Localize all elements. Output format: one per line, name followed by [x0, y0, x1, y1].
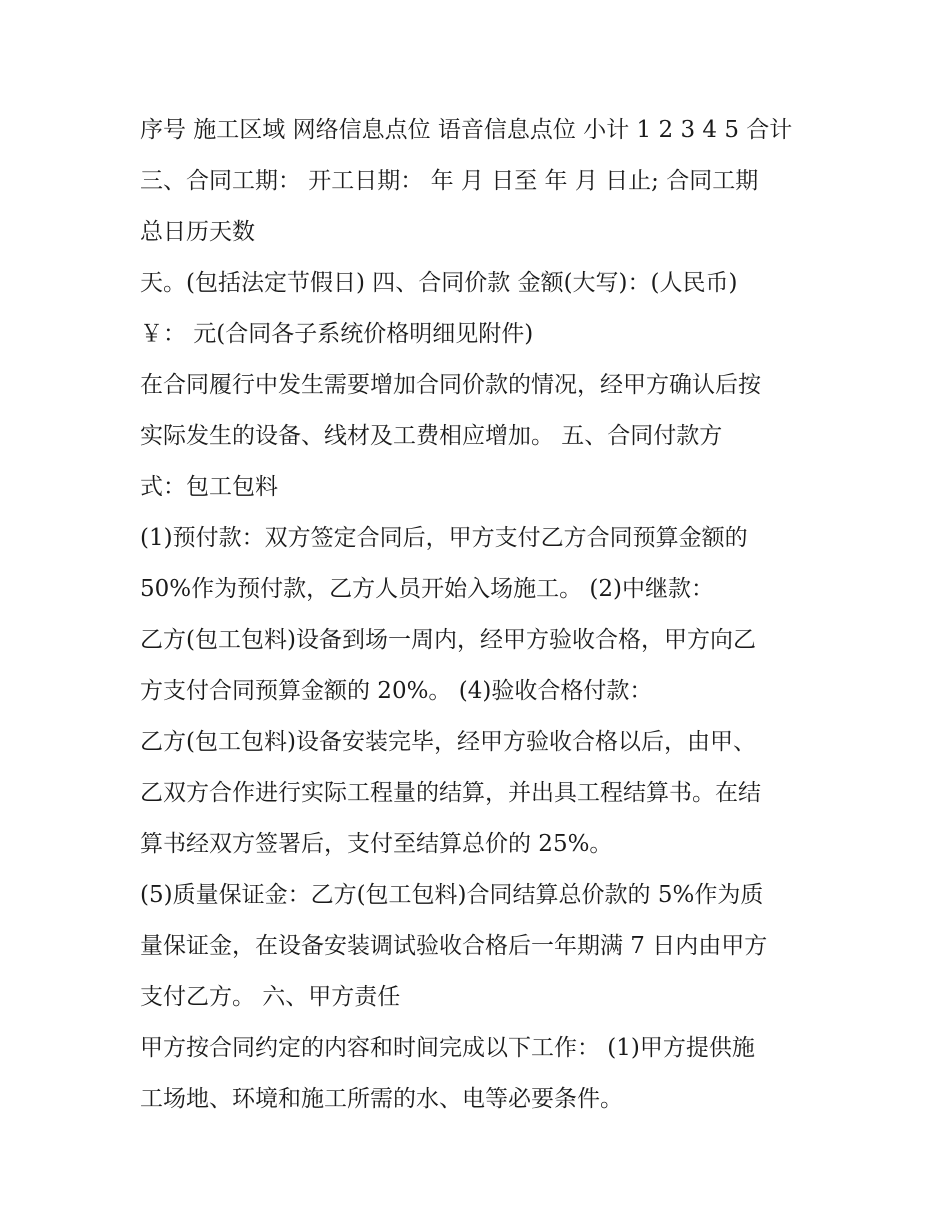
document-body [140, 108, 830, 1128]
text-line: 乙双方合作进行实际工程量的结算，并出具工程结算书。在结 [140, 780, 761, 806]
text-line: 实际发生的设备、线材及工费相应增加。 五、合同付款方 [140, 423, 723, 449]
text-line: (1)预付款：双方签定合同后，甲方支付乙方合同预算金额的 [140, 525, 748, 551]
text-line: 在合同履行中发生需要增加合同价款的情况，经甲方确认后按 [140, 372, 761, 398]
text-line: 总日历天数 [140, 219, 255, 245]
text-line: 方支付合同预算金额的 20%。 (4)验收合格付款： [140, 678, 653, 704]
text-line: (5)质量保证金：乙方(包工包料)合同结算总价款的 5%作为质 [140, 882, 764, 908]
text-line: 量保证金，在设备安装调试验收合格后一年期满 7 日内由甲方 [140, 933, 768, 959]
text-line: 三、合同工期： 开工日期： 年 月 日至 年 月 日止; 合同工期 [140, 168, 759, 194]
text-line: 乙方(包工包料)设备安装完毕，经甲方验收合格以后，由甲、 [140, 729, 756, 755]
text-line: 算书经双方签署后，支付至结算总价的 25%。 [140, 831, 613, 857]
text-line: 支付乙方。 六、甲方责任 [140, 984, 401, 1010]
text-line: 序号 施工区域 网络信息点位 语音信息点位 小计 1 2 3 4 5 合计 [140, 117, 793, 143]
text-line: 天。(包括法定节假日) 四、合同价款 金额(大写)：(人民币) [140, 270, 738, 296]
text-line: ￥： 元(合同各子系统价格明细见附件) [140, 321, 534, 347]
text-line: 50%作为预付款，乙方人员开始入场施工。 (2)中继款： [140, 576, 715, 602]
text-line: 乙方(包工包料)设备到场一周内，经甲方验收合格，甲方向乙 [140, 627, 756, 653]
text-line: 甲方按合同约定的内容和时间完成以下工作： (1)甲方提供施 [140, 1035, 755, 1061]
text-line: 工场地、环境和施工所需的水、电等必要条件。 [140, 1086, 623, 1112]
text-line: 式：包工包料 [140, 474, 278, 500]
